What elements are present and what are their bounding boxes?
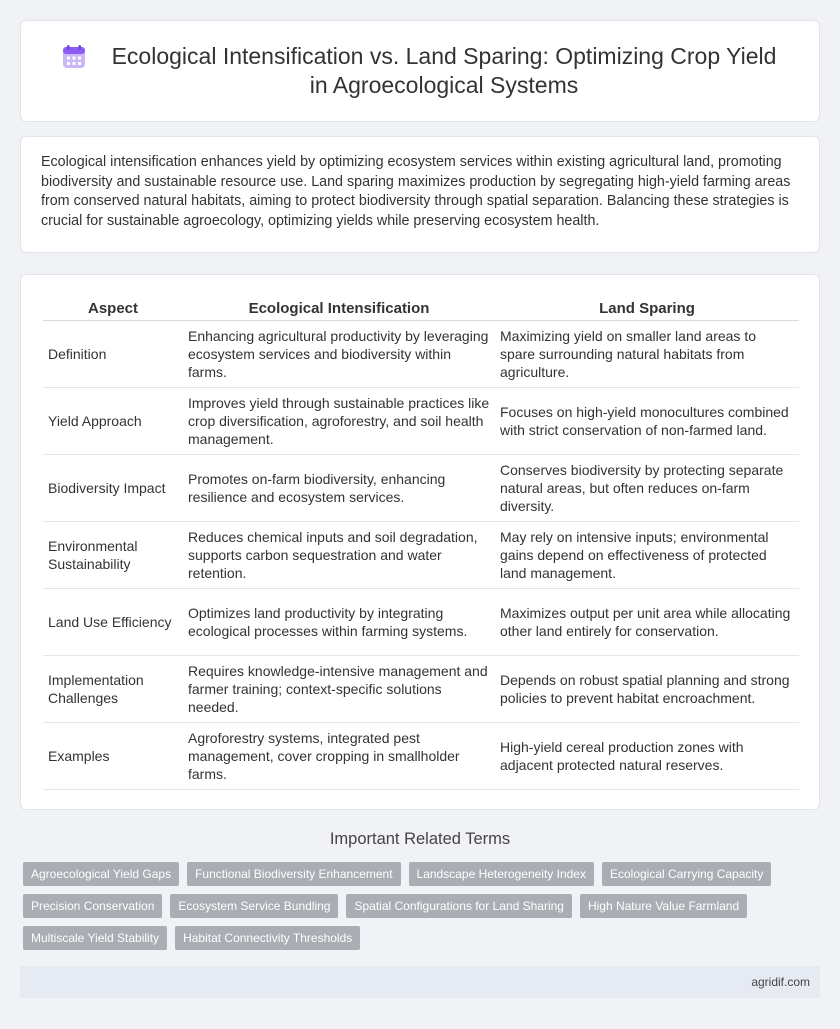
related-term-tag[interactable]: Landscape Heterogeneity Index (409, 862, 594, 886)
comparison-table (43, 295, 799, 790)
summary-text: Ecological intensification enhances yield by optimizing ecosystem services within existing agricultural land, promoting biodiversity and sustainable resource use. Land sparing maximizes production by segregating high-yield farming areas from conserved natural habitats, aiming to protect biodiversity through spatial separation. Balancing these strategies is crucial for sustainable agroecology, optimizing yields while preserving ecosystem health. (41, 154, 791, 229)
aspect-cell: Implementation Challenges (43, 656, 183, 723)
related-term-tag[interactable]: Agroecological Yield Gaps (23, 862, 179, 886)
land-sparing-cell: Conserves biodiversity by protecting separate natural areas, but often reduces on-farm diversity. (495, 455, 799, 522)
summary-card (20, 136, 820, 253)
related-term-tag[interactable]: Spatial Configurations for Land Sharing (346, 894, 571, 918)
footer (20, 966, 820, 998)
aspect-cell: Environmental Sustainability (43, 522, 183, 589)
land-sparing-cell: Maximizing yield on smaller land areas to spare surrounding natural habitats from agriculture. (495, 321, 799, 388)
page-title: Ecological Intensification vs. Land Sparing: Optimizing Crop Yield in Agroecological Systems (111, 43, 777, 98)
table-header-row (43, 295, 799, 321)
header-card (20, 20, 820, 122)
related-terms-list (23, 862, 813, 958)
related-terms-title: Important Related Terms (329, 830, 511, 848)
land-sparing-cell: Depends on robust spatial planning and strong policies to prevent habitat encroachment. (495, 656, 799, 723)
ecological-cell: Optimizes land productivity by integrating ecological processes within farming systems. (183, 589, 495, 656)
land-sparing-cell: May rely on intensive inputs; environmental gains depend on effectiveness of protected land management. (495, 522, 799, 589)
table-row (43, 589, 799, 656)
table-row (43, 656, 799, 723)
ecological-cell: Requires knowledge-intensive management and farmer training; context-specific solutions needed. (183, 656, 495, 723)
land-sparing-cell: Focuses on high-yield monocultures combined with strict conservation of non-farmed land. (495, 388, 799, 455)
table-row (43, 455, 799, 522)
ecological-cell: Agroforestry systems, integrated pest management, cover cropping in smallholder farms. (183, 723, 495, 790)
related-term-tag[interactable]: Ecological Carrying Capacity (602, 862, 771, 886)
aspect-cell: Land Use Efficiency (43, 589, 183, 656)
table-row (43, 522, 799, 589)
related-term-tag[interactable]: High Nature Value Farmland (580, 894, 747, 918)
aspect-cell: Biodiversity Impact (43, 455, 183, 522)
comparison-table-card (20, 274, 820, 810)
land-sparing-cell: High-yield cereal production zones with adjacent protected natural reserves. (495, 723, 799, 790)
table-row (43, 388, 799, 455)
aspect-cell: Examples (43, 723, 183, 790)
land-sparing-cell: Maximizes output per unit area while allocating other land entirely for conservation. (495, 589, 799, 656)
aspect-cell: Yield Approach (43, 388, 183, 455)
related-term-tag[interactable]: Multiscale Yield Stability (23, 926, 167, 950)
calendar-icon (61, 44, 87, 70)
header-aspect: Aspect (43, 295, 183, 321)
ecological-cell: Improves yield through sustainable practices like crop diversification, agroforestry, and soil health management. (183, 388, 495, 455)
footer-site-link[interactable]: agridif.com (751, 975, 810, 989)
ecological-cell: Promotes on-farm biodiversity, enhancing resilience and ecosystem services. (183, 455, 495, 522)
table-row (43, 723, 799, 790)
header-ecological-intensification: Ecological Intensification (183, 295, 495, 321)
related-term-tag[interactable]: Habitat Connectivity Thresholds (175, 926, 360, 950)
aspect-cell: Definition (43, 321, 183, 388)
related-term-tag[interactable]: Functional Biodiversity Enhancement (187, 862, 400, 886)
ecological-cell: Enhancing agricultural productivity by leveraging ecosystem services and biodiversity within farms. (183, 321, 495, 388)
table-row (43, 321, 799, 388)
header-land-sparing: Land Sparing (495, 295, 799, 321)
related-term-tag[interactable]: Ecosystem Service Bundling (170, 894, 338, 918)
related-term-tag[interactable]: Precision Conservation (23, 894, 162, 918)
ecological-cell: Reduces chemical inputs and soil degradation, supports carbon sequestration and water retention. (183, 522, 495, 589)
